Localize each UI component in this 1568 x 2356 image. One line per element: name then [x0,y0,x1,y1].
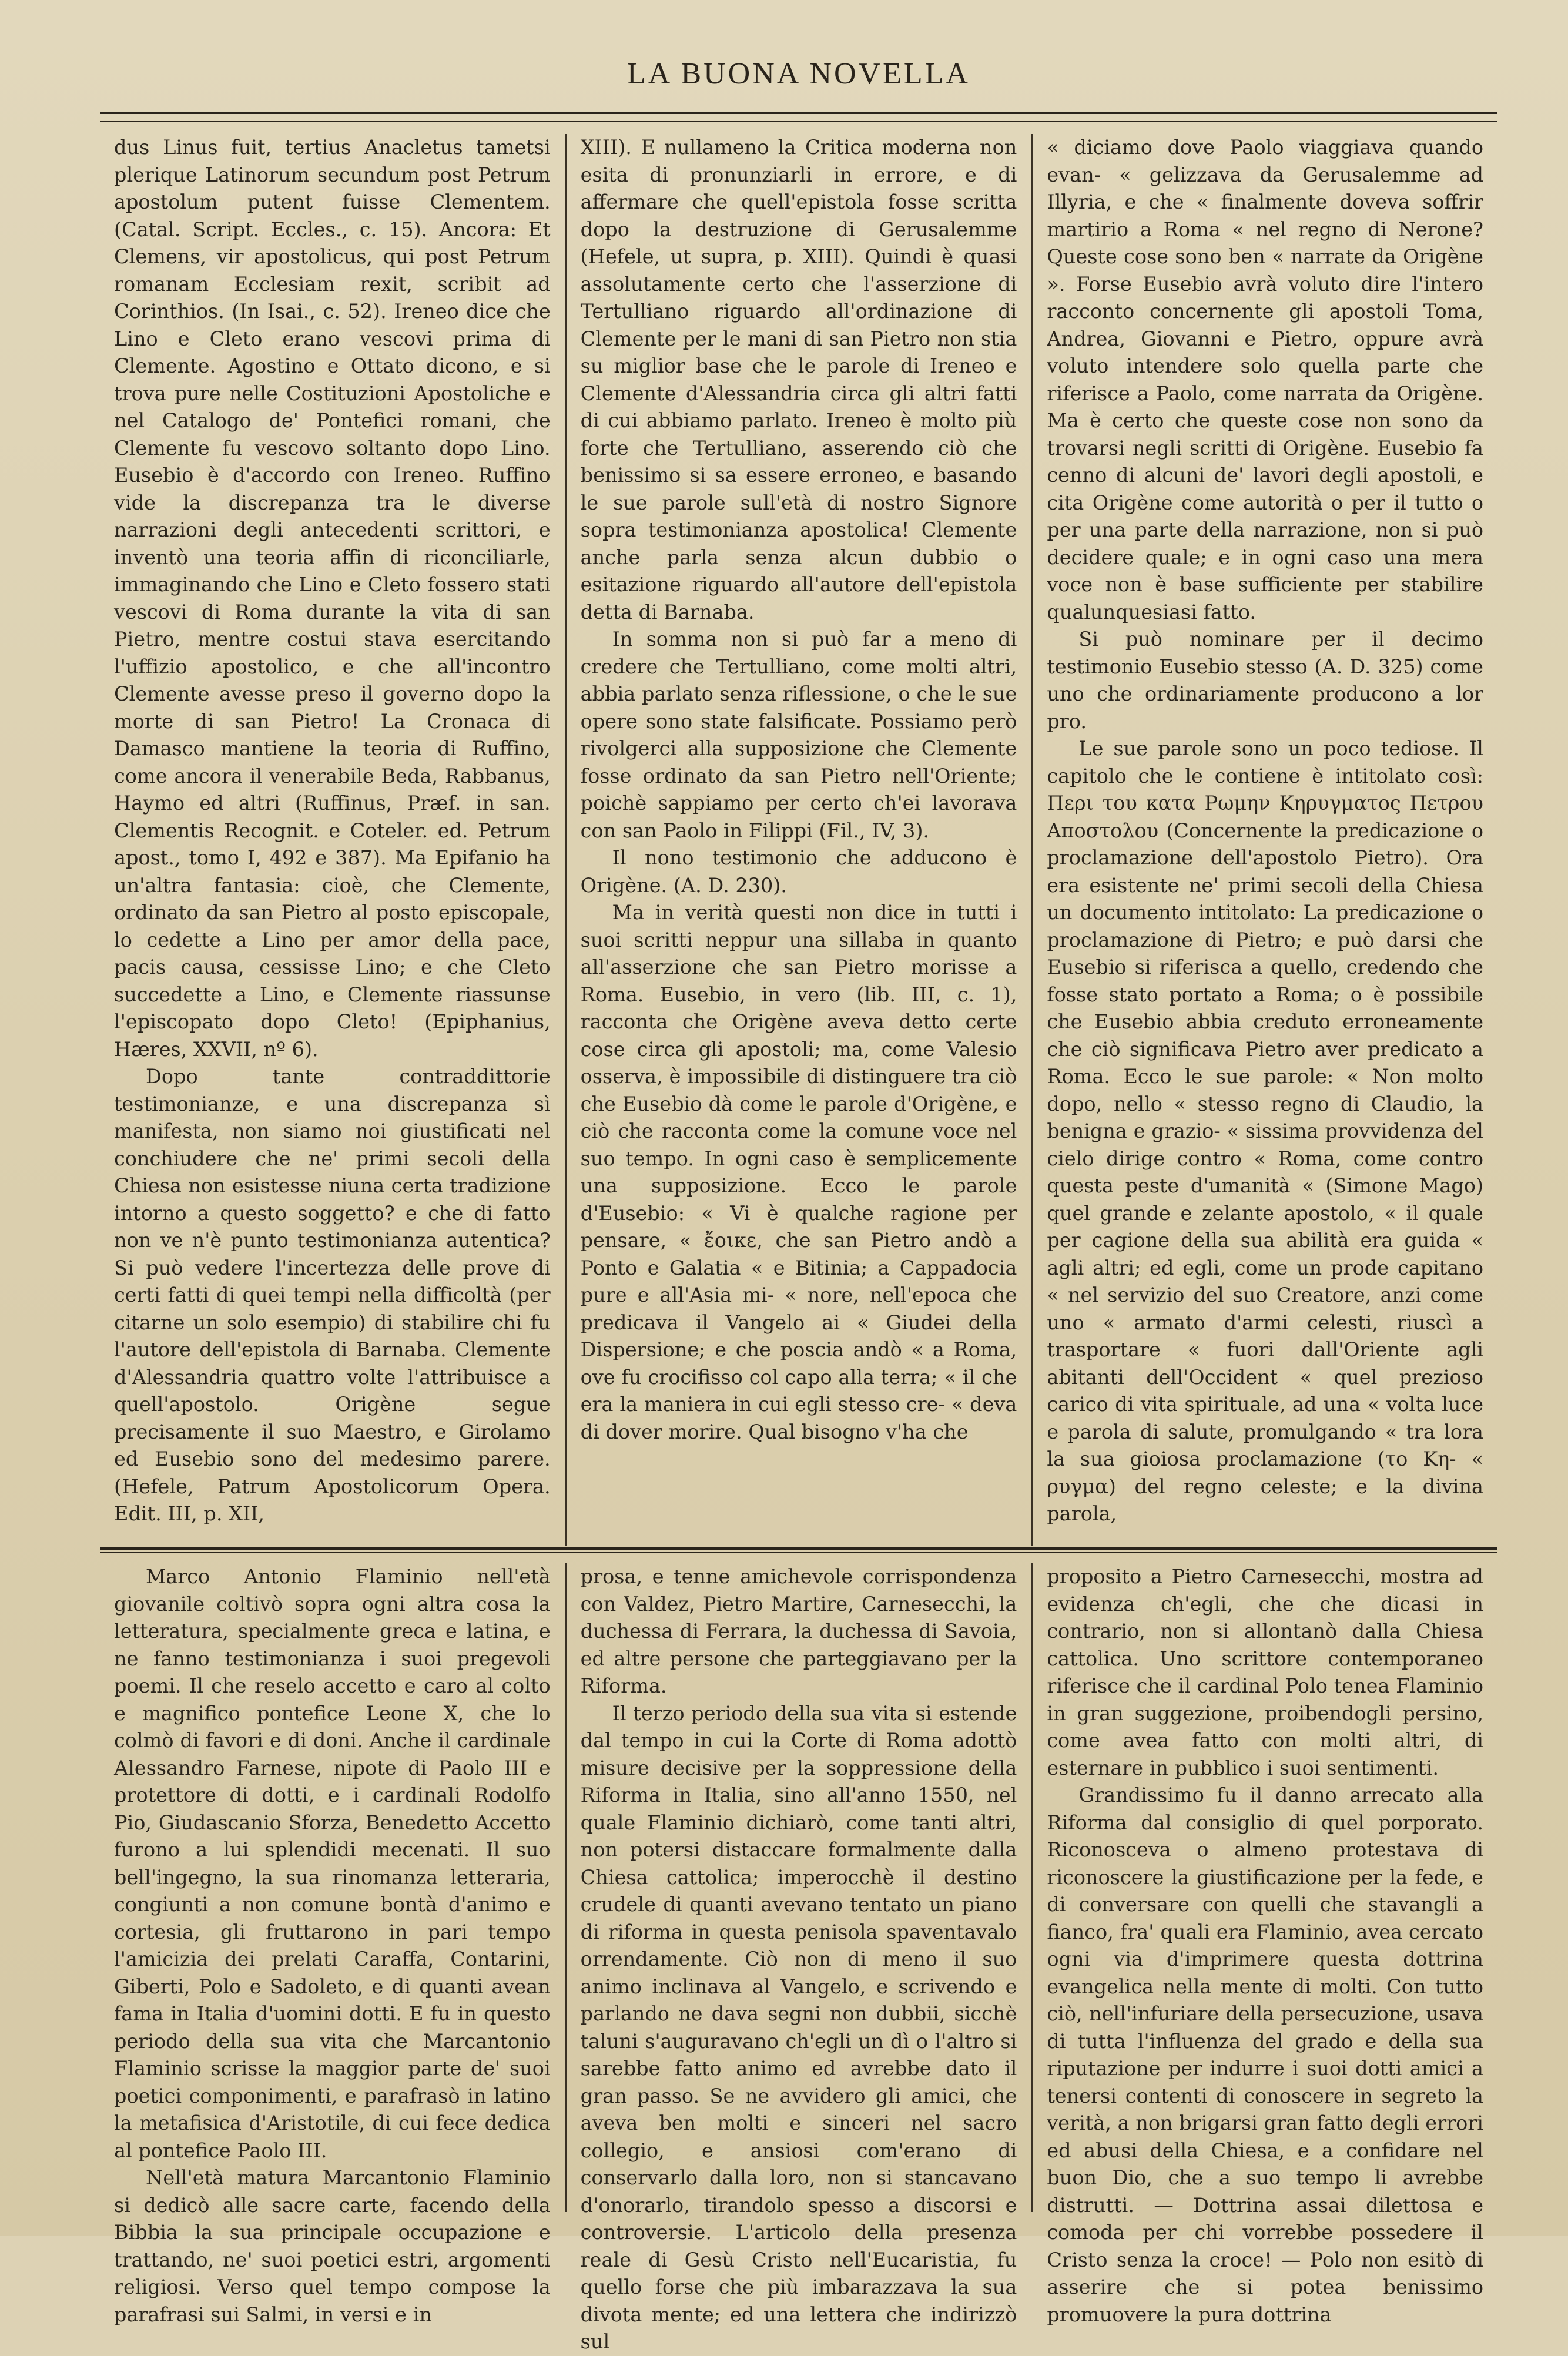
header-rule [100,112,1497,122]
paragraph: proposito a Pietro Carnesecchi, mostra ad evidenza ch'egli, che che dicasi in contrario, non si allontanò dalla Chiesa cattolica. Uno scrittore contemporaneo riferisce che il cardinal Polo tenea Flaminio in gran suggezione, proibendogli persino, come avea fatto con molti altri, di esternare in pubblico i suoi sentimenti. [1047,1565,1484,1779]
paragraph: Grandissimo fu il danno arrecato alla Riforma dal consiglio di quel porporato. Riconosceva o almeno protestava di riconoscere la giustificazione per la fede, e di conversare con quelli che stavangli a fianco, fra' quali era Flaminio, avea cercato ogni via d'imprimere questa dottrina evangelica nella mente di molti. Con tutto ciò, nell'infuriare della persecuzione, usava di tutta l'influenza del grado e della sua riputazione per indurre i suoi dotti amici a tenersi contenti di conoscere in segreto la verità, a non brigarsi gran fatto degli errori ed abusi della Chiesa, e a confidare nel buon Dio, che a suo tempo li avrebbe distrutti. — Dottrina assai dilettosa e comoda per chi vorrebbe possedere il Cristo senza la croce! — Polo non esitò di asserire che si potea benissimo promuovere la pura dottrina [1047,1784,1484,2326]
upper-article [100,123,1497,1546]
upper-column-1 [100,134,565,1546]
paragraph: dus Linus fuit, tertius Anacletus tametsi plerique Latinorum secundum post Petrum apostolum putent fuisse Clementem. (Catal. Script. Eccles., c. 15). Ancora: Et Clemens, vir apostolicus, qui post Petrum romanam Ecclesiam rexit, scribit ad Corinthios. (In Isai., c. 52). Ireneo dice che Lino e Cleto erano vescovi prima di Clemente. Agostino e Ottato dicono, e si trova pure nelle Costituzioni Apostoliche e nel Catalogo de' Pontefici romani, che Clemente fu vescovo soltanto dopo Lino. Eusebio è d'accordo con Ireneo. Ruffino vide la discrepanza tra le diverse narrazioni degli antecedenti scrittori, e inventò una teoria affin di riconciliarle, immaginando che Lino e Cleto fossero stati vescovi di Roma durante la vita di san Pietro, mentre costui stava esercitando l'uffizio apostolico, e che all'incontro Clemente avesse preso il governo dopo la morte di san Pietro! La Cronaca di Damasco mantiene la teoria di Ruffino, come ancora il venerabile Beda, Rabbanus, Haymo ed altri (Ruffinus, Præf. in san. Clementis Recognit. e Coteler. ed. Petrum apost., tomo I, 492 e 387). Ma Epifanio ha un'altra fantasia: cioè, che Clemente, ordinato da san Pietro al posto episcopale, lo cedette a Lino per amor della pace, pacis causa, cessisse Lino; e che Cleto succedette a Lino, e Clemente riassunse l'episcopato dopo Cleto! (Epiphanius, Hæres, XXVII, nº 6). [114,136,551,1061]
paragraph: Si può nominare per il decimo testimonio Eusebio stesso (A. D. 325) come uno che ordinariamente producono a lor pro. [1047,628,1484,733]
masthead [100,0,1497,123]
newspaper-title: LA BUONA NOVELLA [627,57,970,91]
paragraph: Ma in verità questi non dice in tutti i suoi scritti neppur una sillaba in quanto all'asserzione che san Pietro morisse a Roma. Eusebio, in vero (lib. III, c. 1), racconta che Origène aveva detto certe cose circa gli apostoli; ma, come Valesio osserva, è impossibile di distinguere tra ciò che Eusebio dà come le parole d'Origène, e ciò che racconta come la comune voce nel suo tempo. In ogni caso è semplicemente una supposizione. Ecco le parole d'Eusebio: « Vi è qualche ragione per pensare, « ἔοικε, che san Pietro andò a Ponto e Galatia « e Bitinia; a Cappadocia pure e all'Asia mi- « nore, nell'epoca che predicava il Vangelo ai « Giudei della Dispersione; e che poscia andò « a Roma, ove fu crocifisso col capo alla terra; « il che era la maniera in cui egli stesso cre- « deva di dover morire. Qual bisogno v'ha che [580,901,1017,1443]
paragraph: Le sue parole sono un poco tediose. Il capitolo che le contiene è intitolato così: Περι του κατα Ρωμην Κηρυγματος Πετρου Αποστολου (Concernente la predicazione o proclamazione dell'apostolo Pietro). Ora era esistente ne' primi secoli della Chiesa un documento intitolato: La predicazione o proclamazione di Pietro; e può darsi che Eusebio si riferisca a quello, credendo che fosse stato portato a Roma; o è possibile che Eusebio abbia creduto erroneamente che ciò significava Pietro aver predicato a Roma. Ecco le sue parole: « Non molto dopo, nello « stesso regno di Claudio, la benigna e grazio- « sissima provvidenza del cielo dirige contro « Roma, come contro questa peste d'umanità « (Simone Mago) quel grande e zelante apostolo, « il quale per cagione della sua abilità era guida « agli altri; ed egli, come un prode capitano « nel servizio del suo Creatore, anzi come uno « armato d'armi celesti, riuscì a trasportare « fuori dall'Oriente agli abitanti dell'Occident « quel prezioso carico di vita spirituale, ad una « volta luce e parola di salute, promulgando « tra lora la sua gioiosa proclamazione (το Κη- « ρυγμα) del regno celeste; e la divina parola, [1047,737,1484,1525]
paragraph: prosa, e tenne amichevole corrispondenza con Valdez, Pietro Martire, Carnesecchi, la duchessa di Ferrara, la duchessa di Savoia, ed altre persone che parteggiavano per la Riforma. [580,1565,1017,1697]
upper-column-2 [565,134,1031,1546]
paragraph: In somma non si può far a meno di credere che Tertulliano, come molti altri, abbia parlato senza riflessione, o che le sue opere sono state falsificate. Possiamo però rivolgerci alla supposizione che Clemente fosse ordinato da san Pietro nell'Oriente; poichè sappiamo per certo ch'ei lavorava con san Paolo in Filippi (Fil., IV, 3). [580,628,1017,842]
paragraph: Il nono testimonio che adducono è Origène. (A. D. 230). [580,846,1017,897]
paragraph: XIII). E nullameno la Critica moderna non esita di pronunziarli in errore, e di affermare che quell'epistola fosse scritta dopo la destruzione di Gerusalemme (Hefele, ut supra, p. XIII). Quindi è quasi assolutamente certo che l'asserzione di Tertulliano riguardo all'ordinazione di Clemente per le mani di san Pietro non stia su miglior base che le parole di Ireneo e Clemente d'Alessandria circa gli altri fatti di cui abbiamo parlato. Ireneo è molto più forte che Tertulliano, asserendo ciò che benissimo si sa essere erroneo, e basando le sue parole sull'età di nostro Signore sopra testimonianza apostolica! Clemente anche parla senza alcun dubbio o esitazione riguardo all'autore dell'epistola detta di Barnaba. [580,136,1017,624]
paragraph: Nell'età matura Marcantonio Flaminio si dedicò alle sacre carte, facendo della Bibbia la sua principale occupazione e trattando, ne' suoi poetici estri, argomenti religiosi. Verso quel tempo compose la parafrasi sui Salmi, in versi e in [114,2166,551,2326]
lower-article [100,1554,1497,2353]
section-divider-rule [100,1546,1497,1554]
lower-column-2 [565,1563,1031,2353]
upper-column-3 [1031,134,1497,1546]
lower-column-3 [1031,1563,1497,2326]
paragraph: Il terzo periodo della sua vita si estende dal tempo in cui la Corte di Roma adottò misure decisive per la soppressione della Riforma in Italia, sino all'anno 1550, nel quale Flaminio dichiarò, come tanti altri, non potersi distaccare formalmente dalla Chiesa cattolica; imperocchè il destino crudele di quanti avevano tentato un piano di riforma in questa penisola spaventavalo orrendamente. Ciò non di meno il suo animo inclinava al Vangelo, e scrivendo e parlando ne dava segni non dubbii, sicchè taluni s'auguravano ch'egli un dì o l'altro si sarebbe fatto animo ed avrebbe dato il gran passo. Se ne avvidero gli amici, che aveva ben molti e sinceri nel sacro collegio, e ansiosi com'erano di conservarlo dalla loro, non si stancavano d'onorarlo, tirandolo spesso a discorsi e controversie. L'articolo della presenza reale di Gesù Cristo nell'Eucaristia, fu quello forse che più imbarazzava la sua divota mente; ed una lettera che indirizzò sul [580,1701,1017,2353]
lower-column-1 [100,1563,565,2326]
paragraph: Dopo tante contraddittorie testimonianze, e una discrepanza sì manifesta, non siamo noi giustificati nel conchiudere che ne' primi secoli della Chiesa non esistesse niuna certa tradizione intorno a questo soggetto? e che di fatto non ve n'è punto testimonianza autentica? Si può vedere l'incertezza delle prove di certi fatti di quei tempi nella difficoltà (per citarne un solo esempio) di stabilire chi fu l'autore dell'epistola di Barnaba. Clemente d'Alessandria quattro volte l'attribuisce a quell'apostolo. Origène segue precisamente il suo Maestro, e Girolamo ed Eusebio sono del medesimo parere. (Hefele, Patrum Apostolicorum Opera. Edit. III, p. XII, [114,1065,551,1525]
paragraph: « diciamo dove Paolo viaggiava quando evan- « gelizzava da Gerusalemme ad Illyria, e che « finalmente doveva soffrir martirio a Roma « nel regno di Nerone? Queste cose sono ben « narrate da Origène ». Forse Eusebio avrà voluto dire l'intero racconto concernente gli apostoli Toma, Andrea, Giovanni e Pietro, oppure avrà voluto intendere solo quella parte che riferisce a Paolo, come narrata da Origène. Ma è certo che queste cose non sono da trovarsi negli scritti di Origène. Eusebio fa cenno di alcuni de' lavori degli apostoli, e cita Origène come autorità o per il tutto o per una parte della narrazione, non si può decidere quale; e in ogni caso una mera voce non è base sufficiente per stabilire qualunquesiasi fatto. [1047,136,1484,624]
paragraph: Marco Antonio Flaminio nell'età giovanile coltivò sopra ogni altra cosa la letteratura, specialmente greca e latina, e ne fanno testimonianza i suoi pregevoli poemi. Il che reselo accetto e caro al colto e magnifico pontefice Leone X, che lo colmò di favori e di doni. Anche il cardinale Alessandro Farnese, nipote di Paolo III e protettore di dotti, e i cardinali Rodolfo Pio, Giudascanio Sforza, Benedetto Accetto furono a lui splendidi mecenati. Il suo bell'ingegno, la sua rinomanza letteraria, congiunti a non comune bontà d'animo e cortesia, gli fruttarono in pari tempo l'amicizia dei prelati Caraffa, Contarini, Giberti, Polo e Sadoleto, e di quanti avean fama in Italia d'uomini dotti. E fu in questo periodo della sua vita che Marcantonio Flaminio scrisse la maggior parte de' suoi poetici componimenti, e parafrasò in latino la metafisica d'Aristotile, di cui fece dedica al pontefice Paolo III. [114,1565,551,2162]
